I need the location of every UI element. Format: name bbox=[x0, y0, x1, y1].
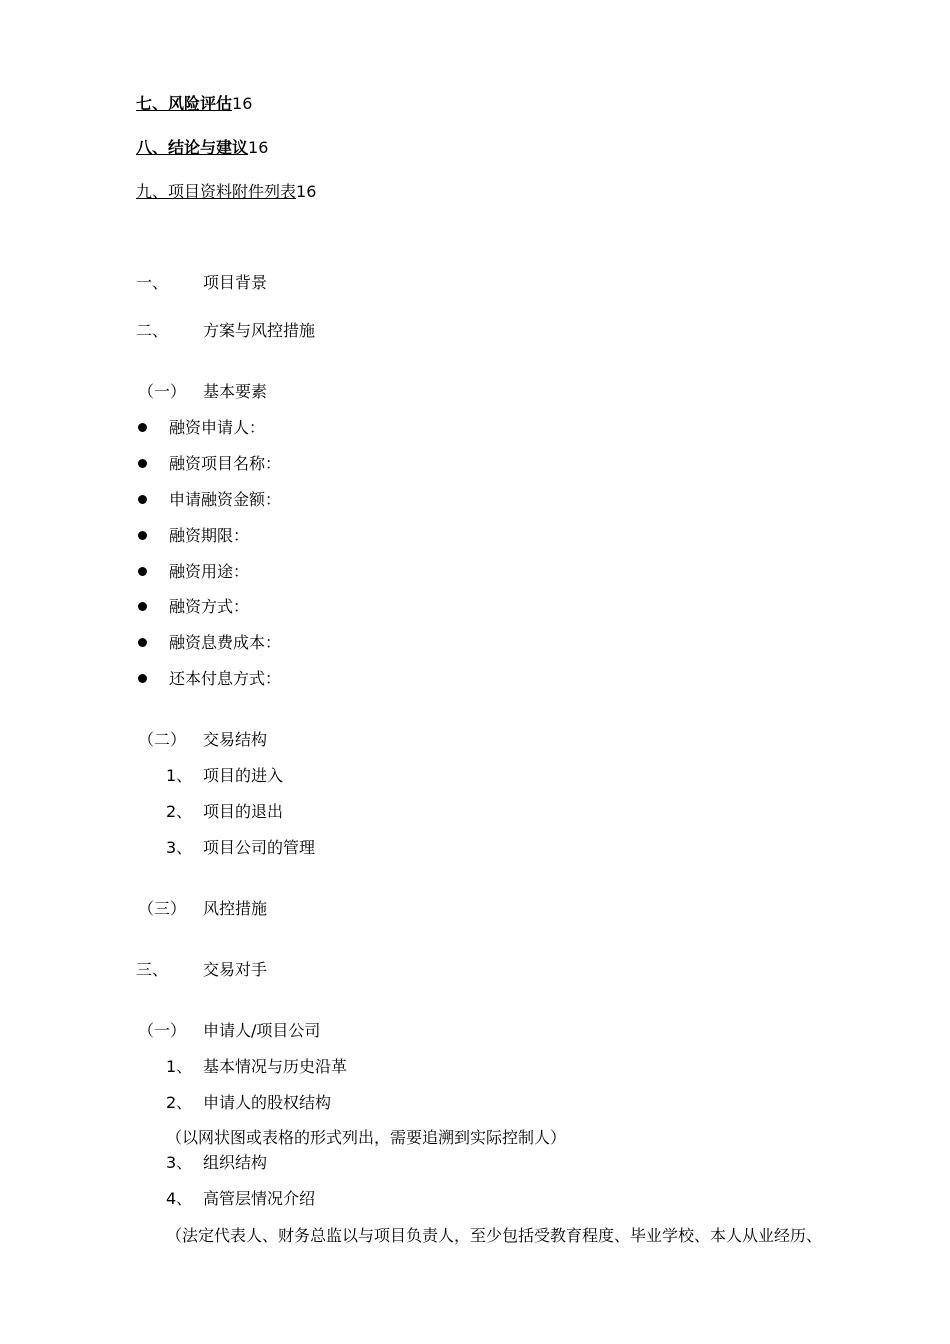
section-title: 项目背景 bbox=[203, 273, 268, 292]
subsection-number: （三） bbox=[138, 899, 187, 918]
item-number: 4、 bbox=[166, 1189, 193, 1208]
item-number: 2、 bbox=[166, 1093, 193, 1112]
toc-entry-page: 16 bbox=[296, 182, 317, 201]
section-number: 三、 bbox=[136, 960, 169, 979]
bullet-dot bbox=[138, 495, 147, 504]
bullet-dot bbox=[138, 674, 147, 683]
toc-entry-title[interactable]: 九、项目资料附件列表 bbox=[136, 182, 297, 201]
list-item-label: 融资项目名称： bbox=[169, 454, 282, 473]
subsection-number: （二） bbox=[138, 730, 187, 749]
list-item-label: 融资用途： bbox=[169, 562, 250, 581]
toc-entry-title[interactable]: 七、风险评估 bbox=[136, 94, 233, 113]
list-item-label: 融资申请人： bbox=[169, 418, 266, 437]
subsection-title: 交易结构 bbox=[203, 730, 268, 749]
list-item-label: 融资期限： bbox=[169, 526, 250, 545]
subsection-number: （一） bbox=[138, 382, 187, 401]
bullet-dot bbox=[138, 459, 147, 468]
list-item-label: 申请融资金额： bbox=[169, 490, 282, 509]
item-number: 3、 bbox=[166, 838, 193, 857]
toc-entry-conclusion[interactable] bbox=[136, 138, 268, 158]
section-number: 一、 bbox=[136, 273, 169, 292]
note-text: （法定代表人、财务总监以与项目负责人，至少包括受教育程度、毕业学校、本人从业经历、 bbox=[166, 1226, 823, 1245]
item-title: 项目公司的管理 bbox=[203, 838, 316, 857]
subsection-title: 风控措施 bbox=[203, 899, 268, 918]
toc-entry-risk-assessment[interactable] bbox=[136, 94, 252, 114]
section-number: 二、 bbox=[136, 321, 169, 340]
toc-entry-attachments[interactable] bbox=[136, 182, 316, 202]
toc-entry-title[interactable]: 八、结论与建议 bbox=[136, 138, 249, 157]
bullet-dot bbox=[138, 423, 147, 432]
subsection-title: 申请人/项目公司 bbox=[203, 1021, 321, 1040]
toc-entry-page: 16 bbox=[232, 94, 253, 113]
bullet-dot bbox=[138, 638, 147, 647]
item-number: 1、 bbox=[166, 766, 193, 785]
list-item-label: 还本付息方式： bbox=[169, 669, 282, 688]
item-title: 项目的退出 bbox=[203, 802, 284, 821]
item-title: 基本情况与历史沿革 bbox=[203, 1057, 348, 1076]
item-title: 申请人的股权结构 bbox=[203, 1093, 332, 1112]
item-title: 高管层情况介绍 bbox=[203, 1189, 316, 1208]
section-title: 交易对手 bbox=[203, 960, 268, 979]
bullet-dot bbox=[138, 567, 147, 576]
note-text: （以网状图或表格的形式列出，需要追溯到实际控制人） bbox=[166, 1128, 567, 1147]
list-item-label: 融资息费成本： bbox=[169, 633, 282, 652]
list-item-label: 融资方式： bbox=[169, 597, 250, 616]
item-title: 组织结构 bbox=[203, 1153, 268, 1172]
subsection-number: （一） bbox=[138, 1021, 187, 1040]
bullet-dot bbox=[138, 531, 147, 540]
item-number: 3、 bbox=[166, 1153, 193, 1172]
bullet-dot bbox=[138, 602, 147, 611]
section-title: 方案与风控措施 bbox=[203, 321, 316, 340]
item-number: 2、 bbox=[166, 802, 193, 821]
item-title: 项目的进入 bbox=[203, 766, 284, 785]
item-number: 1、 bbox=[166, 1057, 193, 1076]
subsection-title: 基本要素 bbox=[203, 382, 268, 401]
toc-entry-page: 16 bbox=[248, 138, 269, 157]
